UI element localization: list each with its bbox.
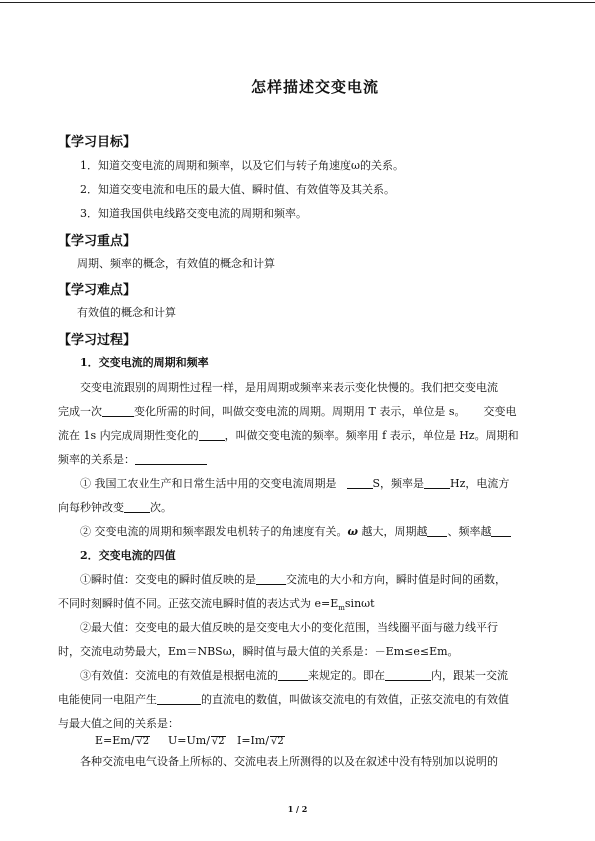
formula-u [168,734,226,748]
goal-3: 3．知道我国供电线路交变电流的周期和频率。 [80,207,307,220]
p1-c-text1: 流在 1s 内完成周期性变化的 [58,429,199,442]
blank-3[interactable] [135,453,207,465]
page-number: 1 / 2 [287,804,308,814]
formula-i-text: I=Im/ [237,734,270,747]
p1-line-c [58,429,519,443]
p1-b-text3: 交变电 [483,405,517,418]
p1-b-text1: 完成一次 [58,405,102,418]
q1-a-text2: S，频率是 [372,477,425,490]
p1-line-d [58,453,207,467]
blank-8[interactable] [491,525,511,537]
subheading-period-frequency: 1．交变电流的周期和频率 [80,356,209,369]
sqrt2-e: √2 [136,736,150,747]
sqrt2-i: √2 [271,736,284,747]
goal-2: 2．知道交变电流和电压的最大值、瞬时值、有效值等及其关系。 [80,183,395,196]
q1-b-text1: 向每秒钟改变 [58,501,124,514]
v1-line-a [80,573,506,587]
omega-symbol: ω [347,525,358,538]
p1-line-b [58,405,516,419]
v3-b-text1: 电能使同一电阻产生 [58,693,157,706]
blank-9[interactable] [256,573,286,585]
blank-4[interactable] [347,477,373,489]
blank-11[interactable] [385,669,431,681]
formula-i [237,734,285,748]
q1-b-text2: 次。 [150,501,172,514]
section-key-heading: 【学习重点】 [58,234,137,249]
q2-text3: 、频率越 [447,525,492,538]
sqrt2-u: √2 [211,736,225,747]
blank-10[interactable] [278,669,308,681]
formula-u-text: U=Um/ [168,734,210,747]
v3-a-text2: 来规定的。即在 [308,669,385,682]
page-title: 怎样描述交变电流 [250,78,379,96]
v1-line-b [58,597,375,615]
v2-line-b: 时，交流电动势最大，Em＝NBSω，瞬时值与最大值的关系是：－Em≤e≤Em。 [58,645,459,658]
blank-12[interactable] [157,693,201,705]
blank-6[interactable] [124,501,150,513]
top-rule [0,2,595,3]
p1-d-text: 频率的关系是： [58,453,135,466]
q2-text1: ② 交变电流的周期和频率跟发电机转子的角速度有关。 [80,525,348,538]
blank-7[interactable] [427,525,447,537]
v1-a-text2: 交流电的大小和方向，瞬时值是时间的函数， [286,573,506,586]
formula-e [95,734,150,748]
blank-1[interactable] [102,405,134,417]
blank-2[interactable] [199,429,225,441]
v1-a-text1: ①瞬时值：交变电的瞬时值反映的是 [80,573,256,586]
difficulty-text: 有效值的概念和计算 [77,306,176,319]
v3-b-text2: 的直流电的数值，叫做该交流电的有效值，正弦交流电的有效值 [201,693,509,706]
v1-b-text2: sinωt [344,597,375,610]
q1-line-a [80,477,509,491]
subheading-four-values: 2．交变电流的四值 [80,549,176,562]
v1-sub-m: m [338,604,345,613]
q1-line-b [58,501,172,515]
v3-a-text3: 内，跟某一交流 [431,669,508,682]
v3-line-b [58,693,509,707]
p1-line-a: 交变电流跟别的周期性过程一样，是用周期或频率来表示变化快慢的。我们把交变电流 [80,381,498,394]
v3-line-c: 与最大值之间的关系是： [58,717,179,730]
q1-a-text1: ① 我国工农业生产和日常生活中用的交变电流周期是 [80,477,337,490]
blank-5[interactable] [424,477,450,489]
v3-a-text1: ③有效值：交流电的有效值是根据电流的 [80,669,278,682]
goal-1: 1．知道交变电流的周期和频率，以及它们与转子角速度ω的关系。 [80,159,404,172]
p1-b-text2: 变化所需的时间，叫做交变电流的周期。周期用 T 表示，单位是 s。 [134,405,466,418]
v1-b-text: 不同时刻瞬时值不同。正弦交流电瞬时值的表达式为 e=E [58,597,339,610]
section-difficulty-heading: 【学习难点】 [58,283,137,298]
key-text: 周期、频率的概念，有效值的概念和计算 [77,257,275,270]
formula-e-text: E=Em/ [95,734,135,747]
section-process-heading: 【学习过程】 [58,333,137,348]
v2-line-a: ②最大值：交变电的最大值反映的是交变电大小的变化范围，当线圈平面与磁力线平行 [80,621,498,634]
last-line: 各种交流电电气设备上所标的、交流电表上所测得的以及在叙述中没有特别加以说明的 [80,755,498,768]
v3-line-a [80,669,508,683]
p1-c-text2: ，叫做交变电流的频率。频率用 f 表示，单位是 Hz。周期和 [224,429,519,442]
q2-line [80,525,511,539]
q2-text2: 越大，周期越 [357,525,428,538]
q1-a-text3: Hz，电流方 [450,477,510,490]
section-goals-heading: 【学习目标】 [58,135,137,150]
